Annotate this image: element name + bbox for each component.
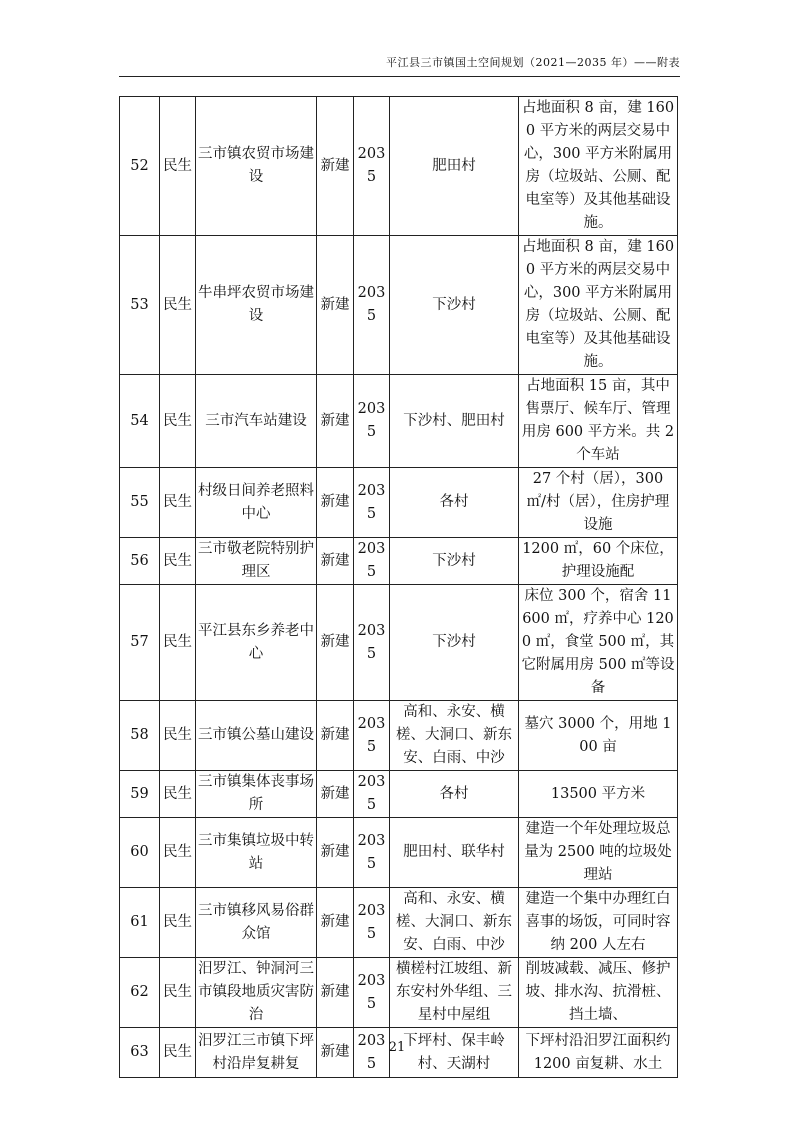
construction-content-cell: 占地面积 8 亩，建 1600 平方米的两层交易中心，300 平方米附属用房（垃圾站、公厕、配电室等）及其他基础设施。 (519, 97, 678, 236)
target-year-cell: 2035 (354, 468, 390, 538)
project-name-cell: 村级日间养老照料中心 (196, 468, 317, 538)
row-number: 58 (120, 701, 160, 771)
construction-content-cell: 墓穴 3000 个，用地 100 亩 (519, 701, 678, 771)
category-cell: 民生 (160, 375, 196, 468)
location-cell: 肥田村、联华村 (390, 818, 519, 888)
construction-type-cell: 新建 (317, 538, 354, 585)
construction-content-cell: 27 个村（居），300 ㎡/村（居），住房护理设施 (519, 468, 678, 538)
project-name-cell: 三市镇公墓山建设 (196, 701, 317, 771)
construction-type-cell: 新建 (317, 958, 354, 1028)
category-cell: 民生 (160, 888, 196, 958)
construction-type-cell: 新建 (317, 585, 354, 701)
location-cell: 高和、永安、横槎、大洞口、新东安、白雨、中沙 (390, 888, 519, 958)
location-cell: 横槎村江坡组、新东安村外华组、三星村中屋组 (390, 958, 519, 1028)
table-row (120, 888, 678, 958)
category-cell: 民生 (160, 468, 196, 538)
construction-type-cell: 新建 (317, 468, 354, 538)
construction-content-cell: 建造一个集中办理红白喜事的场饭，可同时容纳 200 人左右 (519, 888, 678, 958)
location-cell: 各村 (390, 771, 519, 818)
location-cell: 高和、永安、横槎、大洞口、新东安、白雨、中沙 (390, 701, 519, 771)
target-year-cell: 2035 (354, 97, 390, 236)
category-cell: 民生 (160, 958, 196, 1028)
project-name-cell: 三市敬老院特别护理区 (196, 538, 317, 585)
location-cell: 下坪村、保丰岭村、天湖村 (390, 1028, 519, 1078)
row-number: 55 (120, 468, 160, 538)
table-row (120, 468, 678, 538)
page-number: 21 (388, 1040, 406, 1055)
category-cell: 民生 (160, 1028, 196, 1078)
row-number: 62 (120, 958, 160, 1028)
row-number: 57 (120, 585, 160, 701)
construction-content-cell: 削坡减载、减压、修护坡、排水沟、抗滑桩、挡土墙、 (519, 958, 678, 1028)
construction-type-cell: 新建 (317, 818, 354, 888)
row-number: 60 (120, 818, 160, 888)
project-name-cell: 三市镇农贸市场建设 (196, 97, 317, 236)
project-name-cell: 汨罗江三市镇下坪村沿岸复耕复 (196, 1028, 317, 1078)
target-year-cell: 2035 (354, 888, 390, 958)
project-name-cell: 汨罗江、钟洞河三市镇段地质灾害防治 (196, 958, 317, 1028)
location-cell: 下沙村、肥田村 (390, 375, 519, 468)
table-row (120, 585, 678, 701)
row-number: 59 (120, 771, 160, 818)
row-number: 54 (120, 375, 160, 468)
construction-content-cell: 1200 ㎡，60 个床位，护理设施配 (519, 538, 678, 585)
location-cell: 下沙村 (390, 585, 519, 701)
construction-content-cell: 建造一个年处理垃圾总量为 2500 吨的垃圾处理站 (519, 818, 678, 888)
category-cell: 民生 (160, 236, 196, 375)
location-cell: 各村 (390, 468, 519, 538)
construction-type-cell: 新建 (317, 97, 354, 236)
target-year-cell: 2035 (354, 538, 390, 585)
category-cell: 民生 (160, 97, 196, 236)
row-number: 53 (120, 236, 160, 375)
target-year-cell: 2035 (354, 1028, 390, 1078)
construction-content-cell: 下坪村沿汨罗江面积约 1200 亩复耕、水土 (519, 1028, 678, 1078)
construction-content-cell: 13500 平方米 (519, 771, 678, 818)
project-name-cell: 三市镇集体丧事场所 (196, 771, 317, 818)
appendix-table (119, 96, 678, 1078)
row-number: 52 (120, 97, 160, 236)
location-cell: 下沙村 (390, 236, 519, 375)
project-name-cell: 三市镇移风易俗群众馆 (196, 888, 317, 958)
construction-content-cell: 占地面积 8 亩，建 1600 平方米的两层交易中心，300 平方米附属用房（垃圾站、公厕、配电室等）及其他基础设施。 (519, 236, 678, 375)
row-number: 61 (120, 888, 160, 958)
location-cell: 肥田村 (390, 97, 519, 236)
project-name-cell: 牛串坪农贸市场建设 (196, 236, 317, 375)
table-row (120, 958, 678, 1028)
category-cell: 民生 (160, 585, 196, 701)
page-header: 平江县三市镇国土空间规划（2021—2035 年）——附表 (119, 54, 680, 77)
target-year-cell: 2035 (354, 585, 390, 701)
table-row (120, 771, 678, 818)
row-number: 56 (120, 538, 160, 585)
target-year-cell: 2035 (354, 701, 390, 771)
construction-type-cell: 新建 (317, 236, 354, 375)
category-cell: 民生 (160, 771, 196, 818)
table-row (120, 701, 678, 771)
construction-type-cell: 新建 (317, 1028, 354, 1078)
table-row (120, 236, 678, 375)
project-name-cell: 三市集镇垃圾中转站 (196, 818, 317, 888)
table-row (120, 818, 678, 888)
construction-content-cell: 占地面积 15 亩，其中售票厅、候车厅、管理用房 600 平方米。共 2 个车站 (519, 375, 678, 468)
project-name-cell: 三市汽车站建设 (196, 375, 317, 468)
target-year-cell: 2035 (354, 375, 390, 468)
table-row (120, 375, 678, 468)
category-cell: 民生 (160, 538, 196, 585)
location-cell: 下沙村 (390, 538, 519, 585)
construction-content-cell: 床位 300 个，宿舍 11600 ㎡，疗养中心 1200 ㎡，食堂 500 ㎡，其它附属用房 500 ㎡等设备 (519, 585, 678, 701)
table-row (120, 97, 678, 236)
target-year-cell: 2035 (354, 958, 390, 1028)
category-cell: 民生 (160, 701, 196, 771)
construction-type-cell: 新建 (317, 375, 354, 468)
project-name-cell: 平江县东乡养老中心 (196, 585, 317, 701)
construction-type-cell: 新建 (317, 888, 354, 958)
target-year-cell: 2035 (354, 771, 390, 818)
category-cell: 民生 (160, 818, 196, 888)
construction-type-cell: 新建 (317, 771, 354, 818)
row-number: 63 (120, 1028, 160, 1078)
target-year-cell: 2035 (354, 818, 390, 888)
table-row (120, 538, 678, 585)
target-year-cell: 2035 (354, 236, 390, 375)
construction-type-cell: 新建 (317, 701, 354, 771)
